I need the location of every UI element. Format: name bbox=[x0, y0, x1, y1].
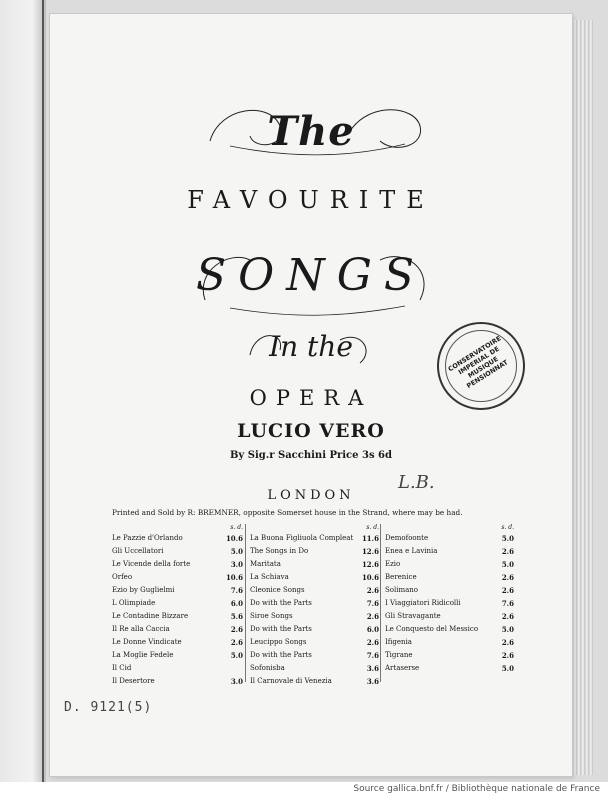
catalogue-row bbox=[381, 638, 516, 652]
title-songs: SONGS bbox=[195, 250, 426, 301]
song-title: La Schiava bbox=[250, 573, 289, 581]
song-price: 2.6 bbox=[366, 586, 379, 595]
catalogue-row bbox=[381, 547, 516, 561]
song-price: 2.6 bbox=[501, 612, 514, 621]
title-the: The bbox=[267, 108, 355, 155]
song-price: 2.6 bbox=[501, 586, 514, 595]
song-title: I Viaggiatori Ridicolli bbox=[385, 599, 461, 607]
song-price: 6.0 bbox=[230, 599, 243, 608]
song-price: 10.6 bbox=[361, 573, 379, 582]
song-title: Solimano bbox=[385, 586, 419, 594]
catalogue-row bbox=[246, 638, 381, 652]
title-in-the: In the bbox=[269, 330, 353, 363]
song-price: 10.6 bbox=[225, 534, 243, 543]
catalogue-row bbox=[381, 586, 516, 600]
song-title: Ezio bbox=[385, 560, 401, 568]
call-number: D. 9121(5) bbox=[64, 700, 153, 715]
catalogue-row bbox=[110, 534, 245, 548]
catalogue-row bbox=[246, 534, 381, 548]
catalogue-column-3 bbox=[380, 524, 516, 682]
song-title: La Buona Figliuola Compleat bbox=[250, 534, 354, 542]
song-price: 5.0 bbox=[230, 651, 243, 660]
catalogue-row bbox=[110, 612, 245, 626]
song-title: Il Desertore bbox=[112, 677, 155, 685]
song-title: Sofonisba bbox=[250, 664, 285, 672]
song-title: The Songs in Do bbox=[250, 547, 309, 555]
song-price: 5.0 bbox=[501, 664, 514, 673]
catalogue-row bbox=[110, 664, 245, 678]
catalogue-row bbox=[246, 651, 381, 665]
catalogue-row bbox=[110, 638, 245, 652]
catalogue-table bbox=[110, 524, 570, 686]
imprint-line: Printed and Sold by R: BREMNER, opposite Somerset house in the Strand, where may be had. bbox=[112, 508, 463, 517]
song-title: Gli Uccellatori bbox=[112, 547, 164, 555]
song-title: L Olimpiade bbox=[112, 599, 156, 607]
city-line: LONDON bbox=[267, 488, 355, 503]
catalogue-row bbox=[110, 560, 245, 574]
song-title: Demofoonte bbox=[385, 534, 429, 542]
catalogue-row bbox=[246, 677, 381, 691]
catalogue-row bbox=[110, 599, 245, 613]
catalogue-row bbox=[246, 547, 381, 561]
song-title: Il Carnovale di Venezia bbox=[250, 677, 332, 685]
catalogue-row bbox=[381, 651, 516, 665]
song-price: 7.6 bbox=[501, 599, 514, 608]
song-title: Le Conquesto del Messico bbox=[385, 625, 479, 633]
catalogue-row bbox=[381, 534, 516, 548]
song-price: 3.6 bbox=[366, 664, 379, 673]
catalogue-row bbox=[110, 651, 245, 665]
catalogue-row bbox=[246, 625, 381, 639]
song-price: 2.6 bbox=[501, 638, 514, 647]
song-price: 6.0 bbox=[366, 625, 379, 634]
price-header: s. d. bbox=[230, 524, 243, 531]
catalogue-row bbox=[246, 599, 381, 613]
song-title: Do with the Parts bbox=[250, 599, 312, 607]
song-price: 2.6 bbox=[230, 625, 243, 634]
facing-page-edge bbox=[0, 0, 46, 782]
catalogue-row bbox=[246, 586, 381, 600]
library-stamp bbox=[437, 322, 525, 410]
song-title: Do with the Parts bbox=[250, 651, 312, 659]
song-price: 2.6 bbox=[366, 612, 379, 621]
song-price: 10.6 bbox=[225, 573, 243, 582]
song-price: 5.0 bbox=[501, 560, 514, 569]
song-price: 7.6 bbox=[366, 599, 379, 608]
catalogue-row bbox=[246, 573, 381, 587]
song-title: Le Vicende della forte bbox=[112, 560, 191, 568]
song-title: Orfeo bbox=[112, 573, 133, 581]
song-title: Cleonice Songs bbox=[250, 586, 305, 594]
song-price: 5.0 bbox=[501, 625, 514, 634]
catalogue-row bbox=[381, 612, 516, 626]
song-title: Leucippo Songs bbox=[250, 638, 307, 646]
song-title: Gli Stravagante bbox=[385, 612, 441, 620]
song-title: Maritata bbox=[250, 560, 281, 568]
song-title: Ezio by Guglielmi bbox=[112, 586, 175, 594]
catalogue-row bbox=[110, 677, 245, 691]
handwritten-initials: L.B. bbox=[398, 472, 435, 493]
price-header: s. d. bbox=[366, 524, 379, 531]
catalogue-row bbox=[246, 664, 381, 678]
song-price: 12.6 bbox=[361, 547, 379, 556]
catalogue-row bbox=[381, 573, 516, 587]
song-price: 3.6 bbox=[366, 677, 379, 686]
footer-bar bbox=[0, 782, 608, 800]
song-title: Le Pazzie d'Orlando bbox=[112, 534, 183, 542]
stamp-text: CONSERVATOIRE IMPERIAL DE MUSIQUE PENSIONNAT bbox=[446, 334, 510, 391]
song-price: 2.6 bbox=[501, 573, 514, 582]
catalogue-row bbox=[110, 625, 245, 639]
price-header: s. d. bbox=[501, 524, 514, 531]
catalogue-row bbox=[381, 599, 516, 613]
catalogue-row bbox=[110, 547, 245, 561]
song-price: 5.0 bbox=[230, 547, 243, 556]
source-credit: Source gallica.bnf.fr / Bibliothèque nationale de France bbox=[353, 784, 600, 794]
song-title: Le Contadine Bizzare bbox=[112, 612, 189, 620]
song-title: Il Cid bbox=[112, 664, 132, 672]
song-price: 7.6 bbox=[230, 586, 243, 595]
song-title: Il Re alla Caccia bbox=[112, 625, 170, 633]
song-title: Le Donne Vindicate bbox=[112, 638, 182, 646]
song-title: Ifigenia bbox=[385, 638, 412, 646]
catalogue-row bbox=[381, 560, 516, 574]
song-title: Tigrane bbox=[385, 651, 413, 659]
song-price: 2.6 bbox=[230, 638, 243, 647]
song-price: 2.6 bbox=[366, 638, 379, 647]
catalogue-row bbox=[246, 612, 381, 626]
catalogue-row bbox=[110, 573, 245, 587]
title-favourite: FAVOURITE bbox=[187, 186, 435, 214]
catalogue-row bbox=[110, 586, 245, 600]
song-title: Artaserse bbox=[385, 664, 420, 672]
song-title: Do with the Parts bbox=[250, 625, 312, 633]
catalogue-row bbox=[381, 664, 516, 678]
song-price: 5.6 bbox=[230, 612, 243, 621]
song-price: 5.0 bbox=[501, 534, 514, 543]
song-price: 2.6 bbox=[501, 651, 514, 660]
song-title: La Moglie Fedele bbox=[112, 651, 174, 659]
song-title: Enea e Lavinia bbox=[385, 547, 438, 555]
catalogue-row bbox=[381, 625, 516, 639]
composer-price-line: By Sig.r Sacchini Price 3s 6d bbox=[229, 450, 393, 461]
song-price: 7.6 bbox=[366, 651, 379, 660]
title-opera: OPERA bbox=[249, 386, 373, 410]
song-price: 2.6 bbox=[501, 547, 514, 556]
catalogue-row bbox=[246, 560, 381, 574]
song-title: Siroe Songs bbox=[250, 612, 293, 620]
song-price: 3.0 bbox=[230, 560, 243, 569]
catalogue-column-2 bbox=[245, 524, 381, 686]
song-price: 12.6 bbox=[361, 560, 379, 569]
title-work: LUCIO VERO bbox=[237, 420, 385, 442]
song-price: 3.0 bbox=[230, 677, 243, 686]
song-price: 11.6 bbox=[361, 534, 379, 543]
song-title: Berenice bbox=[385, 573, 417, 581]
